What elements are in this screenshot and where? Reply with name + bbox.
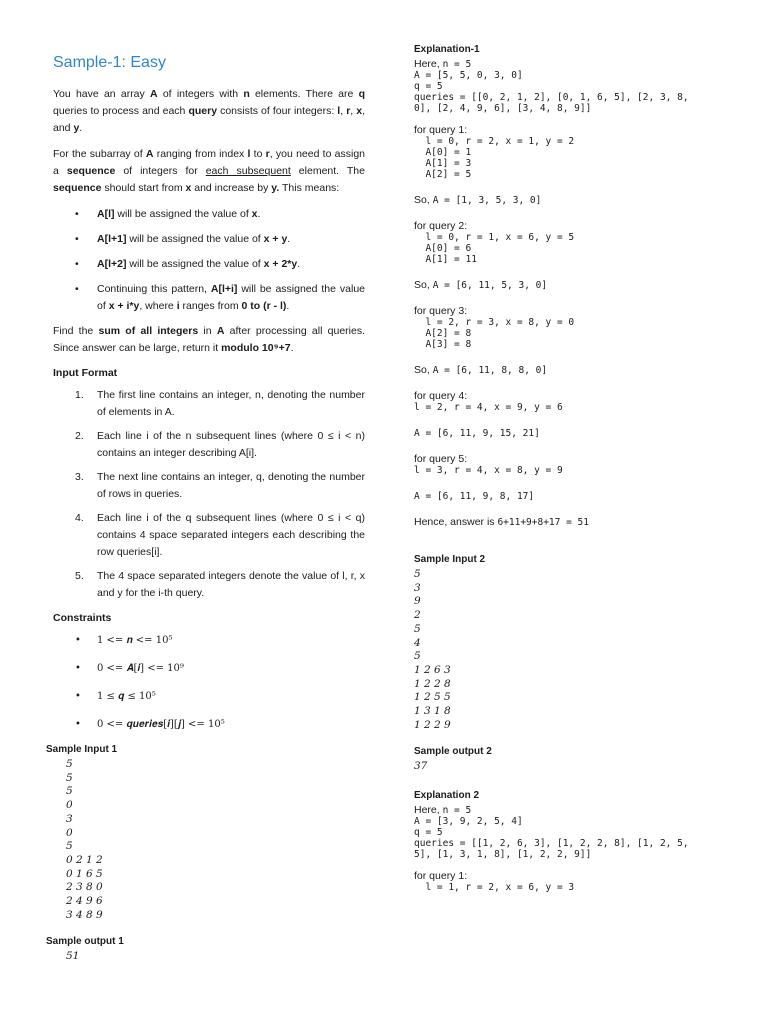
explanation-2-setup: A = [3, 9, 2, 5, 4] q = 5 queries = [[1, 2, 6, 3], [1, 2, 2, 8], [1, 2, 5, 5], [1, 3, 1, 8], [1, 2, 2, 9]] <box>414 816 689 861</box>
sample-output-2-heading: Sample output 2 <box>414 746 492 758</box>
explanation-1-here: Here, n = 5 <box>414 58 472 70</box>
explanation-2-query-1-label: for query 1: <box>414 870 468 883</box>
list-item: • 1 <= 𝒏 <= 10⁵ <box>47 632 365 649</box>
explanation-1-answer: Hence, answer is 6+11+9+8+17 = 51 <box>414 516 589 528</box>
sample-input-1-heading: Sample Input 1 <box>46 744 118 755</box>
sample-input-2-heading: Sample Input 2 <box>414 554 486 565</box>
explanation-1-query-4: for query 4: l = 2, r = 4, x = 9, y = 6 A = [6, 11, 9, 15, 21] <box>414 390 563 439</box>
list-item: • A[l+2] will be assigned the value of x + 2*y. <box>47 256 365 273</box>
intro-paragraph-2: For the subarray of A ranging from index l to r, you need to assign a sequence of integers for each subsequent element. The sequence should start from x and increase by y. This means: <box>53 148 365 194</box>
list-item: 2. Each line i of the n subsequent lines (where 0 ≤ i < n) contains an integer describing A[i]. <box>75 430 365 459</box>
list-item: • A[l] will be assigned the value of x. <box>47 206 365 223</box>
list-item: • 1 ≤ 𝒒 ≤ 10⁵ <box>47 688 365 705</box>
list-item: • 0 <= 𝒒𝒖𝒆𝒓𝒊𝒆𝒔[𝒊][𝒋] <= 10⁵ <box>47 716 365 733</box>
sample-input-2-block: 5 3 9 2 5 4 5 1 2 6 3 1 2 2 8 1 2 5 5 1 3 1 8 1 2 2 9 <box>414 568 451 731</box>
explanation-1-query-1: for query 1: l = 0, r = 2, x = 1, y = 2 A[0] = 1 A[1] = 3 A[2] = 5 So, A = [1, 3, 5, 3, 0] <box>414 124 575 206</box>
explanation-2-query-1-code: l = 1, r = 2, x = 6, y = 3 <box>414 882 575 894</box>
list-item: • A[l+1] will be assigned the value of x + y. <box>47 231 365 248</box>
input-format-heading: Input Format <box>53 367 118 379</box>
explanation-1-heading: Explanation-1 <box>414 44 480 55</box>
list-item: 4. Each line i of the q subsequent lines (where 0 ≤ i < q) contains 4 space separated integers each describing the row queries[i]. <box>75 512 365 558</box>
list-item: • 0 <= 𝑨[𝒊] <= 10⁹ <box>47 660 365 677</box>
input-format-list <box>47 387 365 602</box>
sample-output-2-value: 37 <box>414 760 428 773</box>
left-column <box>47 48 365 964</box>
explanation-1-setup: A = [5, 5, 0, 3, 0] q = 5 queries = [[0, 2, 1, 2], [0, 1, 6, 5], [2, 3, 8, 0], [2, 4, 9, 6], [3, 4, 8, 9]] <box>414 70 689 114</box>
sample-output-1-heading: Sample output 1 <box>46 936 124 948</box>
intro-paragraph-1: You have an array A of integers with n elements. There are q queries to process and each query consists of four integers: l, r, x, and y. <box>53 88 366 134</box>
explanation-2-heading: Explanation 2 <box>414 790 480 802</box>
list-item: 5. The 4 space separated integers denote the value of l, r, x and y for the i-th query. <box>75 570 365 599</box>
explanation-1-query-2: for query 2: l = 0, r = 1, x = 6, y = 5 A[0] = 6 A[1] = 11 So, A = [6, 11, 5, 3, 0] <box>414 220 575 291</box>
explanation-1-query-3: for query 3: l = 2, r = 3, x = 8, y = 0 A[2] = 8 A[3] = 8 So, A = [6, 11, 8, 8, 0] <box>414 305 575 376</box>
constraints-heading: Constraints <box>53 612 112 624</box>
explanation-1-query-5: for query 5: l = 3, r = 4, x = 8, y = 9 A = [6, 11, 9, 8, 17] <box>414 453 563 502</box>
sample-input-1-block: 5 5 5 0 3 0 5 0 2 1 2 0 1 6 5 2 3 8 0 2 4 9 6 3 4 8 9 <box>66 758 103 921</box>
sample-output-1-value: 51 <box>66 950 80 963</box>
find-paragraph: Find the sum of all integers in A after processing all queries. Since answer can be large, return it modulo 10⁹+7. <box>53 325 365 354</box>
right-column <box>414 44 759 893</box>
explanation-2-here: Here, n = 5 <box>414 804 472 817</box>
list-item: • Continuing this pattern, A[l+i] will be assigned the value of x + i*y, where i ranges from 0 to (r - l). <box>47 281 365 315</box>
list-item: 3. The next line contains an integer, q, denoting the number of rows in queries. <box>75 471 365 500</box>
sequence-rules-list <box>47 206 365 315</box>
page-title: Sample-1: Easy <box>53 54 166 71</box>
list-item: 1. The first line contains an integer, n, denoting the number of elements in A. <box>75 389 365 418</box>
constraints-list <box>47 632 365 733</box>
